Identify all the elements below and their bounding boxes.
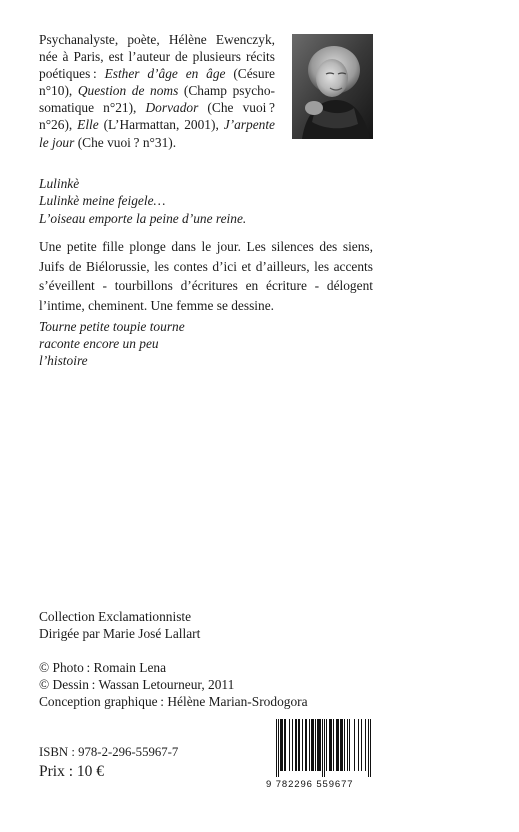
epigraph-line: L’oiseau emporte la peine d’une reine. [39,210,247,226]
bio-text: n°10), [39,83,78,99]
book-blurb [39,237,373,316]
barcode-bar [309,719,310,771]
barcode-digits: 9 782296 559677 [266,779,354,790]
barcode-bar [280,719,281,771]
bio-title: Esther d’âge en âge [104,66,226,82]
blurb-line: l’intime, cheminent. Une femme se dessine. [39,298,275,314]
bio-text: Psychanalyste, poète, Hélène Ewenczyk, [39,32,275,47]
bio-text: n°26), [39,117,78,133]
barcode-bar [318,719,319,771]
barcode-bar [341,719,342,771]
barcode-bar [326,719,327,771]
bio-text: (Champ psycho- [178,83,275,99]
bio-title: le jour [39,134,75,150]
barcode-bar [298,719,299,771]
barcode-bar [276,719,277,777]
bio-line [39,99,275,116]
bio-text: (Césure [225,66,275,82]
author-photo [292,34,373,139]
barcode-bar [299,719,300,771]
closing-poem [39,318,339,370]
barcode-bar [320,719,321,771]
barcode-bar [281,719,282,771]
bio-text: somatique n°21), [39,100,146,116]
barcode-bar [285,719,286,771]
barcode-bar [349,719,350,771]
bio-line [39,116,275,133]
bio-text: (Che vuoi ? n°31). [74,134,177,150]
barcode-bar [306,719,307,771]
poem-line: l’histoire [39,353,88,369]
blurb-line: Juifs de Biélorussie, les contes d’ici et d’ailleurs, les accents [39,258,373,274]
bio-line [39,65,275,82]
barcode-bar [340,719,341,771]
bio-text: (Che vuoi ? [198,100,275,116]
author-bio [39,31,275,151]
barcode-bar [305,719,306,771]
barcode-bar [295,719,296,771]
author-portrait-image [292,34,373,139]
barcode-bar [333,719,334,771]
isbn-barcode [266,715,374,797]
barcode-bar [324,719,325,777]
bio-text: (L’Harmattan, 2001), [98,117,224,133]
collection-name: Collection Exclamationniste [39,609,192,624]
barcode-bar [370,719,371,777]
barcode-bar [368,719,369,777]
bio-title: Dorvador [145,100,199,116]
photo-credit: © Photo : Romain Lena [39,660,167,676]
bio-title: Question de noms [77,83,179,99]
isbn: ISBN : 978-2-296-55967-7 [39,745,179,759]
credits [39,608,359,710]
epigraph-line: Lulinkè [39,176,80,191]
barcode-bar [284,719,285,771]
poem-line: Tourne petite toupie tourne [39,319,185,334]
barcode-bar [319,719,320,771]
barcode-bar [361,719,362,771]
barcode-bar [313,719,314,771]
epigraph [39,175,339,227]
barcode-bar [358,719,359,771]
blurb-line: s’éveillent - tourbillons d’écritures en écriture - délogent [39,278,373,294]
collection-director: Dirigée par Marie José Lallart [39,626,201,642]
barcode-bar [347,719,348,771]
barcode-bar [322,719,323,777]
barcode-bar [354,719,355,771]
barcode-bar [315,719,316,771]
barcode-bar [331,719,332,771]
barcode-bar [292,719,293,771]
barcode-bar [282,719,283,771]
bio-text: poétiques : [39,66,105,82]
barcode-bar [344,719,345,771]
bio-title: Elle [77,117,99,133]
barcode-bar [312,719,313,771]
bio-text: née à Paris, est l’auteur de plusieurs récits [39,49,275,65]
blurb-line: Une petite fille plonge dans le jour. Les silences des siens, [39,239,373,254]
barcode-bar [296,719,297,771]
design-credit: Conception graphique : Hélène Marian-Srodogora [39,694,308,710]
bio-line [39,31,275,48]
barcode-bar [289,719,290,771]
bio-line [39,134,275,151]
barcode-bars [266,715,374,777]
barcode-bar [317,719,318,771]
poem-line: raconte encore un peu [39,336,159,352]
barcode-bar [330,719,331,771]
barcode-bar [329,719,330,771]
barcode-bar [337,719,338,771]
barcode-bar [342,719,343,771]
barcode-bar [302,719,303,771]
barcode-bar [278,719,279,777]
epigraph-line: Lulinkè meine feigele… [39,193,166,209]
bio-title: J’arpente [223,117,275,133]
drawing-credit: © Dessin : Wassan Letourneur, 2011 [39,677,235,693]
price: Prix : 10 € [39,763,105,780]
bio-line [39,48,275,65]
barcode-bar [336,719,337,771]
barcode-bar [365,719,366,771]
bio-line [39,82,275,99]
barcode-bar [338,719,339,771]
barcode-bar [311,719,312,771]
